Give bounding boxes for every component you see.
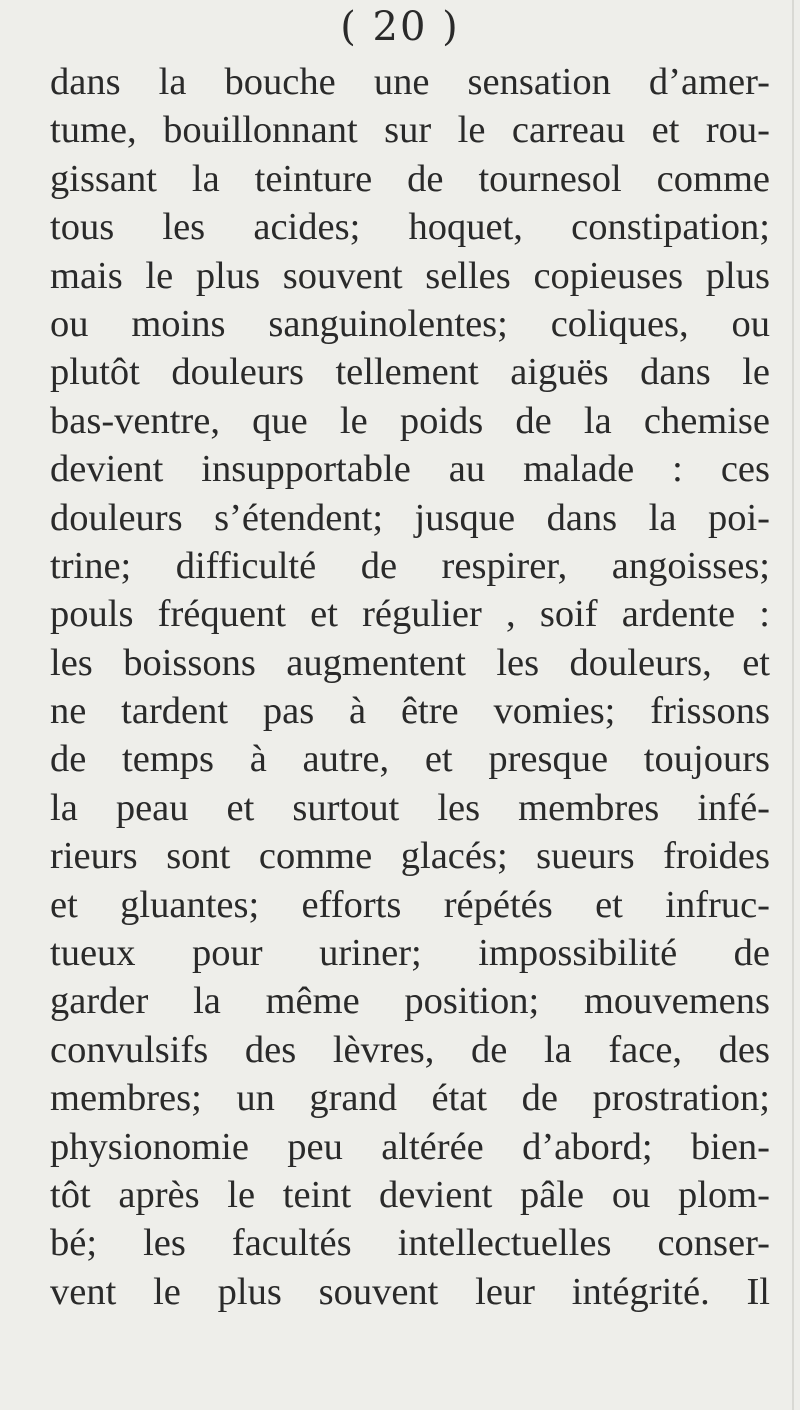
text-line: ne tardent pas à être vomies; frissons	[50, 690, 770, 733]
text-line: la peau et surtout les membres infé-	[50, 786, 770, 829]
text-line: garder la même position; mouvemens	[50, 980, 770, 1023]
page-edge	[792, 0, 794, 1410]
text-line: physionomie peu altérée d’abord; bien-	[50, 1125, 770, 1168]
text-line: et gluantes; efforts répétés et infruc-	[50, 883, 770, 926]
text-line: trine; difficulté de respirer, angoisses;	[50, 544, 770, 587]
text-line: ou moins sanguinolentes; coliques, ou	[50, 302, 770, 345]
text-line: bé; les facultés intellectuelles conser-	[50, 1222, 770, 1265]
body-text	[50, 58, 770, 1316]
text-line: devient insupportable au malade : ces	[50, 448, 770, 491]
text-line: plutôt douleurs tellement aiguës dans le	[50, 351, 770, 394]
text-line: tueux pour uriner; impossibilité de	[50, 932, 770, 975]
text-line: pouls fréquent et régulier , soif ardente :	[50, 593, 770, 636]
text-line: convulsifs des lèvres, de la face, des	[50, 1028, 770, 1071]
text-line: membres; un grand état de prostration;	[50, 1077, 770, 1120]
page-number: ( 20 )	[340, 4, 460, 50]
text-line: mais le plus souvent selles copieuses plus	[50, 254, 770, 297]
text-line: douleurs s’étendent; jusque dans la poi-	[50, 496, 770, 539]
text-line: tous les acides; hoquet, constipation;	[50, 206, 770, 249]
text-line: tume, bouillonnant sur le carreau et rou-	[50, 109, 770, 152]
text-line: vent le plus souvent leur intégrité. Il	[50, 1270, 770, 1313]
text-line: de temps à autre, et presque toujours	[50, 738, 770, 781]
text-line: gissant la teinture de tournesol comme	[50, 157, 770, 200]
text-line: rieurs sont comme glacés; sueurs froides	[50, 835, 770, 878]
text-line: tôt après le teint devient pâle ou plom-	[50, 1173, 770, 1216]
text-line: bas-ventre, que le poids de la chemise	[50, 399, 770, 442]
text-line: dans la bouche une sensation d’amer-	[50, 61, 770, 103]
text-line: les boissons augmentent les douleurs, et	[50, 641, 770, 684]
